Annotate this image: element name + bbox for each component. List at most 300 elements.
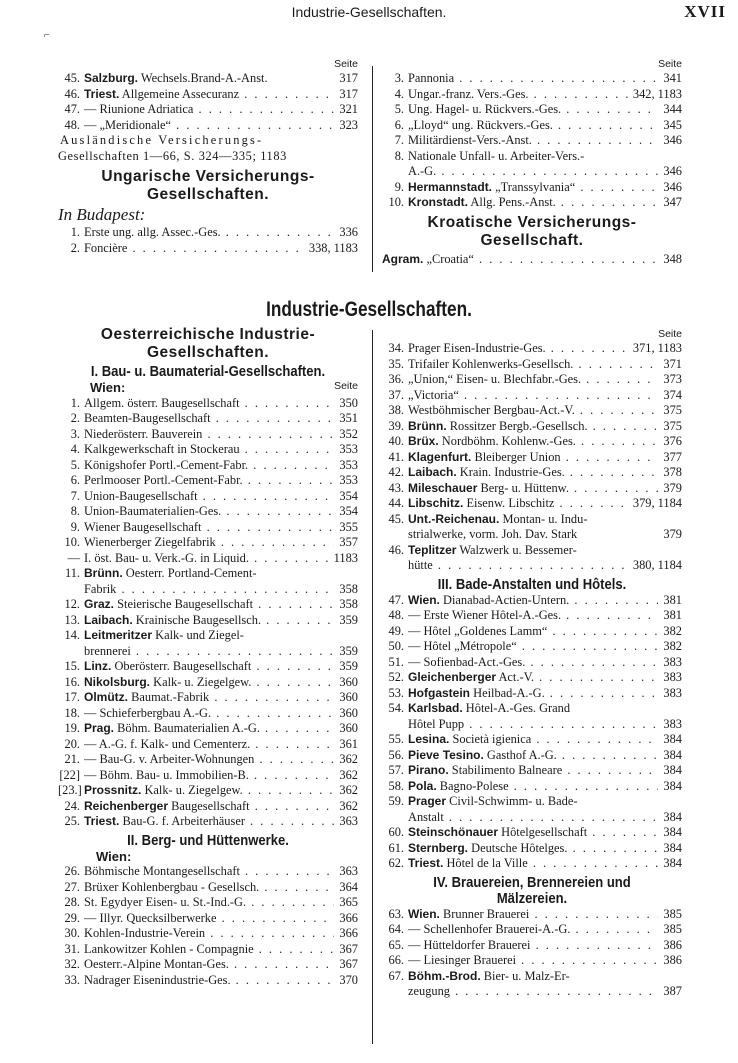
list-item bbox=[382, 810, 682, 826]
entry-number: 2. bbox=[70, 240, 80, 255]
list-item bbox=[58, 737, 358, 753]
entry-page: 384 bbox=[663, 732, 682, 746]
entry-number: 53. bbox=[388, 685, 404, 700]
entry-place: Triest. bbox=[84, 814, 120, 828]
entry-text: „Victoria“ bbox=[408, 387, 459, 402]
entry-page: 360 bbox=[339, 705, 358, 720]
section-heading-2: II. Berg- und Hüttenwerke. bbox=[127, 832, 289, 849]
entry-text: Wiener Baugesellschaft bbox=[84, 519, 202, 534]
entry-page: 364 bbox=[339, 879, 358, 894]
entry-page: 344 bbox=[663, 102, 682, 116]
list-item bbox=[382, 558, 682, 574]
entry-text: Brunner Brauerei bbox=[443, 906, 530, 921]
list-item bbox=[58, 644, 358, 660]
entry-page: 360 bbox=[339, 721, 358, 735]
entry-number: 31. bbox=[64, 941, 80, 956]
entry-page: 384 bbox=[663, 747, 682, 762]
list-item bbox=[58, 427, 358, 443]
entry-place: Mileschauer bbox=[408, 480, 478, 495]
list-item bbox=[58, 473, 358, 489]
subheading-row bbox=[58, 380, 358, 396]
entry-number: 9. bbox=[70, 519, 80, 534]
entry-place: Pola. bbox=[408, 778, 437, 793]
entry-page: 350 bbox=[339, 395, 358, 410]
entry-text: Steierische Baugesellschaft bbox=[117, 597, 254, 611]
entry-number: 63. bbox=[388, 906, 404, 921]
heading-croatian-2: Gesellschaft. bbox=[480, 231, 584, 249]
entry-number: 48. bbox=[388, 608, 404, 622]
entry-text: Walzwerk u. Bessemer- bbox=[459, 542, 577, 557]
entry-text: Oberösterr. Baugesellschaft bbox=[114, 659, 252, 673]
entry-page: 371, 1183 bbox=[632, 341, 682, 355]
entry-number: [22] bbox=[59, 767, 80, 782]
list-item bbox=[58, 926, 358, 942]
entry-number: 39. bbox=[388, 418, 404, 433]
entry-place: Prager bbox=[408, 794, 447, 808]
heading-hungarian-2: Gesellschaften. bbox=[146, 186, 270, 203]
entry-number: 5. bbox=[394, 102, 404, 116]
list-item bbox=[382, 419, 682, 435]
entry-number: 20. bbox=[64, 736, 80, 751]
entry-number: 9. bbox=[394, 179, 404, 194]
entry-page: 382 bbox=[663, 639, 682, 653]
entry-page: 384 bbox=[663, 778, 682, 793]
list-item bbox=[58, 411, 358, 427]
list-item bbox=[382, 841, 682, 857]
entry-text: Erste ung. allg. Assec.-Ges. bbox=[84, 225, 221, 239]
column-rule-bottom bbox=[372, 330, 373, 1044]
entry-list bbox=[58, 396, 358, 567]
list-item bbox=[58, 520, 358, 536]
entry-number: 50. bbox=[388, 639, 404, 653]
entry-number: 21. bbox=[64, 752, 80, 766]
list-item bbox=[382, 496, 682, 512]
list-item bbox=[58, 864, 358, 880]
entry-number: 46. bbox=[388, 542, 404, 557]
entry-place: Libschitz. bbox=[408, 496, 464, 510]
entry-text: — Schieferbergbau A.-G. bbox=[84, 705, 212, 720]
entry-number: 24. bbox=[64, 798, 80, 813]
list-item bbox=[382, 825, 682, 841]
entry-page: 341 bbox=[663, 71, 682, 85]
entry-text: — Bau-G. v. Arbeiter-Wohnungen bbox=[84, 752, 255, 766]
entry-number: 48. bbox=[64, 117, 80, 132]
entry-number: 10. bbox=[64, 535, 80, 549]
entry-page: 363 bbox=[339, 864, 358, 878]
entry-place: Triest. bbox=[408, 856, 444, 870]
entry-place: Leitmeritzer bbox=[84, 628, 153, 642]
entry-page: 366 bbox=[339, 910, 358, 925]
list-item bbox=[382, 180, 682, 196]
entry-text: „Croatia“ bbox=[426, 251, 474, 266]
entry-number: 5. bbox=[70, 457, 80, 472]
entry-page: 348 bbox=[663, 251, 682, 266]
entry-number: 64. bbox=[388, 922, 404, 936]
entry-text: „Lloyd“ ung. Rückvers.-Ges. bbox=[408, 117, 553, 132]
entry-list bbox=[58, 225, 358, 256]
entry-place: Hermannstadt. bbox=[408, 179, 493, 194]
entry-text: St. Egydyer Eisen- u. St.-Ind.-G. bbox=[84, 895, 247, 909]
entry-page: 363 bbox=[339, 814, 358, 828]
entry-number: 45. bbox=[64, 71, 80, 85]
entry-number: 10. bbox=[388, 195, 404, 209]
list-item bbox=[58, 895, 358, 911]
entry-place: Hofgastein bbox=[408, 685, 471, 700]
entry-text: Nadrager Eisenindustrie-Ges. bbox=[84, 972, 231, 987]
entry-text: Hôtel Pupp . . . bbox=[408, 717, 658, 733]
entry-number: 37. bbox=[388, 387, 404, 402]
main-title: Industrie-Gesellschaften. bbox=[266, 298, 472, 321]
entry-page: 353 bbox=[339, 457, 358, 472]
list-item bbox=[382, 953, 682, 969]
entry-number: 58. bbox=[388, 778, 404, 793]
entry-text: — Hôtel „Métropole“ bbox=[408, 639, 517, 653]
entry-page: 360 bbox=[339, 674, 358, 689]
entry-page: 353 bbox=[339, 442, 358, 456]
entry-text: Brüxer Kohlenbergbau - Gesellsch. bbox=[84, 879, 260, 894]
entry-text: Deutsche Hôtelges. bbox=[471, 840, 568, 855]
entry-page: 384 bbox=[663, 840, 682, 855]
entry-text: Hôtel-A.-Ges. Grand bbox=[465, 701, 571, 715]
entry-number: 54. bbox=[388, 701, 404, 715]
entry-place: Unt.-Reichenau. bbox=[408, 511, 500, 526]
entry-text: Foncière bbox=[84, 240, 128, 255]
list-item bbox=[58, 504, 358, 520]
subheading-wien: Wien: bbox=[90, 380, 126, 395]
entry-number: 45. bbox=[388, 511, 404, 526]
entry-text: Ung. Hagel- u. Rückvers.-Ges. bbox=[408, 102, 562, 116]
list-item bbox=[382, 164, 682, 180]
heading-croatian: Kroatische Versicherungs- bbox=[427, 213, 637, 231]
entry-place: Brünn. bbox=[84, 566, 123, 580]
entry-page: 383 bbox=[663, 670, 682, 684]
entry-number: 13. bbox=[64, 612, 80, 627]
list-item bbox=[382, 133, 682, 149]
entry-place: Agram. bbox=[382, 251, 424, 266]
entry-number: 3. bbox=[70, 426, 80, 441]
entry-place: Olmütz. bbox=[84, 690, 128, 704]
list-item bbox=[382, 341, 682, 357]
list-item bbox=[382, 434, 682, 450]
entry-list bbox=[58, 71, 358, 133]
list-item bbox=[382, 195, 682, 211]
entry-text: Bagno-Polese bbox=[439, 778, 509, 793]
entry-page: 379 bbox=[663, 480, 682, 495]
entry-text: Union-Baumaterialien-Ges. bbox=[84, 504, 222, 518]
foreign-note-pages: Gesellschaften 1—66, S. 324—335; 1183 bbox=[58, 148, 287, 163]
entry-page: 362 bbox=[339, 752, 358, 766]
entry-page: 317 bbox=[339, 71, 358, 85]
entry-text: — Liesinger Brauerei bbox=[408, 953, 517, 967]
entry-number: 33. bbox=[64, 972, 80, 987]
entry-text: Bleiberger Union bbox=[474, 449, 561, 464]
entry-text: — Hütteldorfer Brauerei bbox=[408, 937, 531, 952]
list-item bbox=[382, 512, 682, 528]
entry-text: zeugung . . . bbox=[408, 984, 658, 1000]
entry-number: 15. bbox=[64, 659, 80, 673]
list-item bbox=[382, 388, 682, 404]
entry-text: Act.-V. bbox=[498, 670, 535, 684]
list-item bbox=[58, 551, 358, 567]
entry-page: 362 bbox=[339, 767, 358, 782]
entry-place: Salzburg. bbox=[84, 71, 139, 85]
entry-number: — bbox=[67, 550, 80, 565]
entry-number: 1. bbox=[70, 395, 80, 410]
entry-page: 367 bbox=[339, 957, 358, 971]
entry-number: 59. bbox=[388, 794, 404, 808]
entry-text: Kalk- u. Ziegelgew. bbox=[144, 783, 243, 797]
entry-text: Allgemeine Assecuranz bbox=[121, 86, 240, 101]
entry-page: 336 bbox=[339, 225, 358, 239]
entry-place: Gleichenberger bbox=[408, 670, 497, 684]
list-item bbox=[382, 938, 682, 954]
entry-number: 49. bbox=[388, 623, 404, 638]
entry-number: 56. bbox=[388, 747, 404, 762]
entry-text: „Transsylvania“ bbox=[495, 179, 576, 194]
entry-page: 346 bbox=[663, 133, 682, 147]
entry-list bbox=[382, 907, 682, 969]
list-item bbox=[58, 690, 358, 706]
list-item bbox=[58, 799, 358, 815]
entry-text: brennerei . . . bbox=[84, 644, 334, 660]
list-item bbox=[382, 779, 682, 795]
entry-page: 387 bbox=[663, 984, 682, 998]
entry-text: — Böhm. Bau- u. Immobilien-B. bbox=[84, 767, 249, 782]
page-number: XVII bbox=[684, 2, 726, 21]
heading-hungarian: Ungarische Versicherungs- bbox=[101, 168, 315, 185]
list-item bbox=[382, 593, 682, 609]
entry-page: 365 bbox=[339, 895, 358, 909]
entry-place: Lesina. bbox=[408, 732, 450, 746]
entry-list bbox=[58, 659, 358, 830]
entry-text: Union-Baugesellschaft bbox=[84, 488, 198, 503]
seite-label: Seite bbox=[334, 380, 358, 392]
entry-number: 4. bbox=[70, 442, 80, 456]
entry-list bbox=[382, 593, 682, 702]
entry-number: 6. bbox=[70, 473, 80, 487]
entry-text: Böhmische Montangesellschaft bbox=[84, 864, 240, 878]
entry-page: 345 bbox=[663, 117, 682, 132]
entry-page: 353 bbox=[339, 473, 358, 487]
entry-text: — „Meridionale“ bbox=[84, 117, 172, 132]
entry-number: 3. bbox=[394, 71, 404, 85]
list-item bbox=[382, 717, 682, 733]
list-item bbox=[382, 372, 682, 388]
bottom-right-column bbox=[382, 328, 682, 1000]
entry-place: Steinschönauer bbox=[408, 825, 499, 839]
entry-number: 40. bbox=[388, 434, 404, 448]
entry-number: 32. bbox=[64, 957, 80, 971]
entry-place: Pirano. bbox=[408, 763, 449, 777]
entry-page: 385 bbox=[663, 922, 682, 936]
entry-text: A.-G. . . . bbox=[408, 164, 658, 180]
entry-text: strialwerke, vorm. Joh. Dav. Stark bbox=[408, 527, 578, 541]
column-rule-top bbox=[372, 66, 373, 272]
entry-number: 66. bbox=[388, 953, 404, 967]
list-item bbox=[382, 639, 682, 655]
entry-page: 367 bbox=[339, 941, 358, 956]
entry-text: Perlmooser Portl.-Cement-Fabr. bbox=[84, 473, 243, 487]
entry-page: 375 bbox=[663, 403, 682, 417]
list-item bbox=[382, 357, 682, 373]
entry-text: „Union,“ Eisen- u. Blechfabr.-Ges. bbox=[408, 372, 582, 386]
entry-page: 360 bbox=[339, 690, 358, 704]
entry-number: 2. bbox=[70, 411, 80, 425]
corner-mark: ⌐ bbox=[44, 30, 50, 41]
list-item bbox=[58, 582, 358, 598]
list-item bbox=[58, 942, 358, 958]
heading-austrian: Oesterreichische Industrie- bbox=[100, 326, 316, 343]
entry-page: 381 bbox=[663, 592, 682, 607]
entry-page: 323 bbox=[339, 117, 358, 132]
entry-number: 8. bbox=[394, 148, 404, 163]
list-item bbox=[382, 732, 682, 748]
list-item bbox=[58, 957, 358, 973]
entry-number: 60. bbox=[388, 825, 404, 839]
entry-number: 11. bbox=[64, 566, 80, 580]
entry-place: Pieve Tesino. bbox=[408, 747, 484, 762]
foreign-note: Ausländische Versicherungs- bbox=[60, 133, 264, 147]
bottom-left-column bbox=[58, 326, 358, 988]
entry-text: Niederösterr. Bauverein bbox=[84, 426, 203, 441]
entry-text: — Sofienbad-Act.-Ges. bbox=[408, 654, 526, 669]
entry-list bbox=[382, 180, 682, 211]
entry-number: 35. bbox=[388, 356, 404, 371]
city-budapest: In Budapest: bbox=[58, 205, 146, 224]
section-heading-3: III. Bade-Anstalten und Hôtels. bbox=[437, 576, 627, 593]
entry-page: 383 bbox=[663, 716, 682, 731]
entry-text: Stabilimento Balneare bbox=[451, 763, 563, 777]
entry-page: 366 bbox=[339, 926, 358, 940]
entry-number: 25. bbox=[64, 814, 80, 828]
entry-number: 65. bbox=[388, 937, 404, 952]
entry-page: 378 bbox=[663, 465, 682, 479]
entry-number: 36. bbox=[388, 372, 404, 386]
list-item bbox=[382, 403, 682, 419]
entry-place: Kronstadt. bbox=[408, 195, 468, 209]
entry-text: Kalk- und Ziegel- bbox=[155, 628, 244, 642]
entry-text: Westböhmischer Bergbau-Act.-V. bbox=[408, 403, 575, 417]
list-item bbox=[58, 783, 358, 799]
entry-text: hütte . . . bbox=[408, 558, 628, 574]
entry-place: Prossnitz. bbox=[84, 783, 142, 797]
entry-page: 358 bbox=[339, 581, 358, 596]
list-item bbox=[382, 149, 682, 165]
entry-text: Lankowitzer Kohlen - Compagnie bbox=[84, 941, 254, 956]
entry-number: 57. bbox=[388, 763, 404, 777]
entry-place: Klagenfurt. bbox=[408, 449, 472, 464]
seite-label: Seite bbox=[658, 328, 682, 340]
entry-page: 386 bbox=[663, 953, 682, 967]
entry-page: 1183 bbox=[333, 550, 358, 565]
section-heading-4-2: Mälzereien. bbox=[496, 890, 568, 907]
entry-page: 384 bbox=[663, 763, 682, 777]
entry-number: 7. bbox=[394, 133, 404, 147]
list-item bbox=[382, 527, 682, 543]
entry-text: Nationale Unfall- u. Arbeiter-Vers.- bbox=[408, 148, 585, 163]
entry-number: 44. bbox=[388, 496, 404, 510]
entry-number: 51. bbox=[388, 654, 404, 669]
entry-text: Krain. Industrie-Ges. bbox=[459, 465, 565, 479]
entry-page: 354 bbox=[339, 488, 358, 503]
entry-page: 347 bbox=[663, 195, 682, 209]
entry-number: 4. bbox=[394, 86, 404, 101]
entry-text: Allg. Pens.-Anst. bbox=[470, 195, 556, 209]
entry-place: Nikolsburg. bbox=[84, 674, 151, 689]
entry-text: Krainische Baugesellsch. bbox=[135, 612, 262, 627]
entry-page: 362 bbox=[339, 783, 358, 797]
entry-number: 61. bbox=[388, 840, 404, 855]
entry-text: Ungar.-franz. Vers.-Ges. bbox=[408, 86, 529, 101]
entry-number: 6. bbox=[394, 117, 404, 132]
entry-text: Hôtel de la Ville bbox=[446, 856, 528, 870]
list-item bbox=[58, 442, 358, 458]
list-item bbox=[58, 87, 358, 103]
entry-text: Pannonia bbox=[408, 71, 455, 85]
list-item bbox=[58, 597, 358, 613]
list-item bbox=[58, 241, 358, 257]
list-item bbox=[58, 71, 358, 87]
entry-number: 12. bbox=[64, 597, 80, 611]
entry-text: Nordböhm. Kohlenw.-Ges. bbox=[441, 434, 576, 448]
list-item bbox=[58, 118, 358, 134]
entry-number: 16. bbox=[64, 674, 80, 689]
list-item bbox=[382, 118, 682, 134]
entry-page: 381 bbox=[663, 608, 682, 622]
heading-austrian-2: Gesellschaften. bbox=[146, 344, 270, 361]
entry-number: 19. bbox=[64, 721, 80, 735]
list-item bbox=[382, 71, 682, 87]
list-item bbox=[382, 252, 682, 268]
list-item bbox=[382, 655, 682, 671]
running-title: Industrie-Gesellschaften. bbox=[291, 4, 447, 20]
list-item bbox=[382, 102, 682, 118]
list-item bbox=[58, 675, 358, 691]
entry-place: Laibach. bbox=[84, 612, 133, 627]
seite-label: Seite bbox=[658, 58, 682, 70]
list-item bbox=[382, 763, 682, 779]
entry-place: Teplitzer bbox=[408, 542, 457, 557]
entry-number: 55. bbox=[388, 732, 404, 746]
entry-page: 385 bbox=[663, 906, 682, 921]
entry-list bbox=[382, 341, 682, 512]
entry-place: Sternberg. bbox=[408, 840, 469, 855]
list-item bbox=[382, 543, 682, 559]
section-heading-1: I. Bau- u. Baumaterial-Gesellschaften. bbox=[90, 364, 326, 380]
entry-page: 383 bbox=[663, 654, 682, 669]
list-item bbox=[382, 856, 682, 872]
entry-text: Hôtelgesellschaft bbox=[501, 825, 588, 839]
list-item bbox=[382, 670, 682, 686]
entry-page: 359 bbox=[339, 643, 358, 658]
list-item bbox=[382, 701, 682, 717]
entry-text: Kalkgewerkschaft in Stockerau bbox=[84, 442, 240, 456]
subheading-wien: Wien: bbox=[96, 848, 132, 864]
entry-text: Fabrik . . . bbox=[84, 582, 334, 598]
list-item bbox=[382, 984, 682, 1000]
entry-place: Wien. bbox=[408, 592, 440, 607]
entry-text: Bier- u. Malz-Er- bbox=[483, 968, 570, 983]
entry-text: Böhm. Baumaterialien A.-G. bbox=[117, 721, 260, 735]
entry-page: 362 bbox=[339, 798, 358, 813]
entry-page: 358 bbox=[339, 597, 358, 611]
list-item bbox=[58, 458, 358, 474]
entry-place: Böhm.-Brod. bbox=[408, 968, 481, 983]
entry-text: — Hôtel „Goldenes Lamm“ bbox=[408, 623, 548, 638]
list-item bbox=[382, 686, 682, 702]
list-item bbox=[382, 450, 682, 466]
entry-number: 42. bbox=[388, 465, 404, 479]
